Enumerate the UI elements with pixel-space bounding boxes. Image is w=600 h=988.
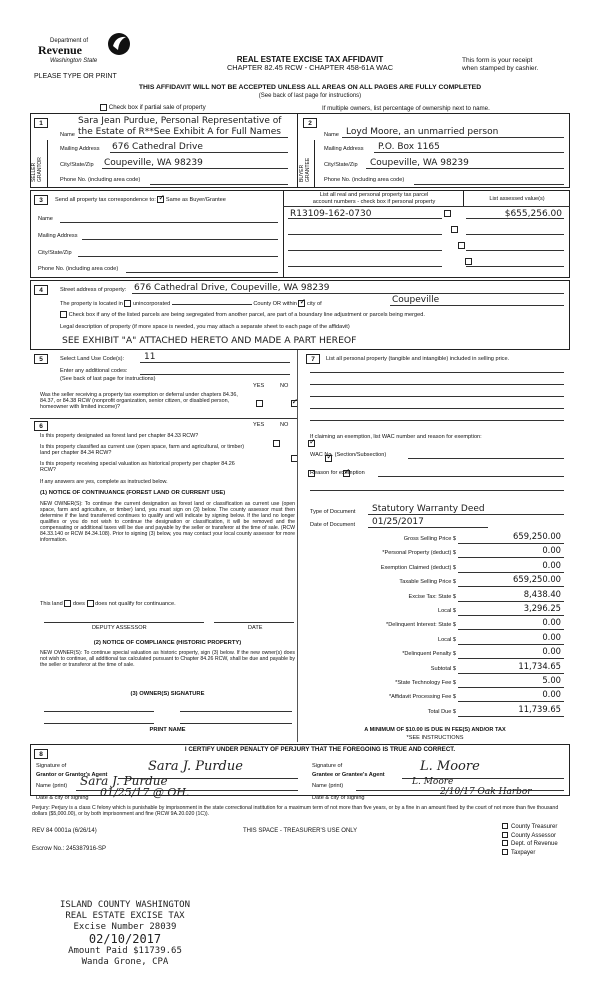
buyer-name-label: Name	[324, 132, 339, 138]
receipt-note-2: when stamped by cashier.	[462, 65, 539, 72]
rev-number: REV 84 0001a (6/26/14)	[32, 828, 97, 834]
grantor-sig-of: Signature of	[36, 763, 67, 769]
correspondence-row	[55, 196, 226, 203]
section-8-number: 8	[34, 749, 48, 759]
fee-label: Gross Selling Price $	[403, 536, 456, 542]
doc-date-value[interactable]: 01/25/2017	[372, 517, 424, 527]
street-underline	[132, 293, 564, 294]
notice1-text: NEW OWNER(S): To continue the current designation as forest land or classification as current use (open space, farm and agriculture, or timber) land, you must sign on (3) below. The county assessor must then determine if the land transferred continues to qualify and will indicate by signing below. If the land no longer qualifies or you do not wish to continue the designation or classification, it will be removed and the compensating or additional taxes will be due and payable by the seller or transferor at the time of sale. (RCW 84.33.140 or RCW 84.34.108). Prior to signing (3) below, you may contact your local county assessor for more information.	[40, 501, 295, 543]
section-5-number: 5	[34, 354, 48, 364]
city-of-value[interactable]: Coupeville	[392, 295, 440, 305]
grantor-date-label: Date & city of signing	[36, 795, 89, 801]
seller-name-line2: the Estate of R**See Exhibit A for Full Names	[78, 127, 281, 137]
fee-underline	[458, 586, 564, 587]
minimum-note: A MINIMUM OF $10.00 IS DUE IN FEE(S) AND/OR TAX	[364, 727, 506, 733]
fee-value[interactable]: 8,438.40	[523, 588, 561, 599]
assessed-row-line	[466, 234, 564, 235]
partial-sale-label: Check box if partial sale of property	[108, 104, 206, 112]
multiple-owners-note: If multiple owners, list percentage of ownership next to name.	[322, 105, 490, 112]
owners-sig-underline-2	[180, 711, 292, 712]
buyer-city-label: City/State/Zip	[324, 162, 358, 168]
s5-no-header: NO	[280, 383, 289, 389]
buyer-side-label: BUYER GRANTEE	[299, 157, 311, 182]
fee-label: Taxable Selling Price $	[399, 579, 456, 586]
fee-underline	[458, 629, 564, 630]
doc-type-value[interactable]: Statutory Warranty Deed	[372, 504, 485, 514]
buyer-city-underline	[366, 168, 564, 169]
personal-property-line	[310, 384, 564, 385]
fee-label: *Delinquent Penalty $	[402, 651, 456, 658]
seller-name-label: Name	[60, 132, 75, 138]
s5-exemption-yes[interactable]	[256, 400, 263, 407]
doc-type-underline	[368, 514, 564, 515]
grantee-agent-label: Grantee or Grantee's Agent	[312, 772, 385, 778]
fee-label: Local $	[437, 636, 456, 643]
city-of-label: city of	[307, 300, 322, 307]
seller-phone-label: Phone No. (including area code)	[60, 177, 141, 183]
revenue-logo-icon	[106, 30, 132, 58]
seller-buyer-divider	[297, 113, 298, 188]
legal-label: Legal description of property (if more space is needed, you may attach a separate sheet to each page of the affidavit)	[60, 324, 350, 330]
owners-signature-label: (3) OWNER(S) SIGNATURE	[130, 691, 205, 697]
s6-q2: Is this property classified as current use (open space, farm and agricultural, or timber) land per chapter 84.34 RCW?	[40, 444, 245, 457]
stamp-line-4: 02/10/2017	[88, 932, 162, 946]
grantee-signature[interactable]: L. Moore	[420, 759, 480, 774]
copy-label: County Assessor	[511, 832, 557, 839]
wac-underline	[408, 458, 564, 459]
segregated-checkbox[interactable]	[60, 311, 67, 318]
copy-label: Dept. of Revenue	[511, 841, 558, 847]
seller-mailing-label: Mailing Address	[60, 146, 100, 152]
parcel-header-2: account numbers - check box if personal property	[312, 199, 436, 205]
parcel-row-line	[288, 218, 442, 219]
personal-property-checkbox[interactable]	[458, 242, 465, 249]
additional-see-back: (See back of last page for instructions)	[60, 376, 156, 382]
fee-underline	[458, 673, 564, 674]
s6-if-yes: If any answers are yes, complete as instructed below.	[40, 479, 168, 485]
section-1-number: 1	[34, 118, 48, 128]
grantor-print-value[interactable]: Sara J. Purdue	[80, 774, 168, 788]
fee-value[interactable]: 0.00	[542, 559, 561, 570]
copy-item	[502, 832, 558, 841]
buyer-mailing-label: Mailing Address	[324, 146, 364, 152]
same-as-buyer-checkbox[interactable]	[157, 196, 164, 203]
stamp-line-1: ISLAND COUNTY WASHINGTON	[59, 900, 191, 910]
see-back-text: (See back of last page for instructions)	[258, 93, 362, 99]
located-label: The property is located in	[60, 300, 123, 307]
form-chapter: CHAPTER 82.45 RCW - CHAPTER 458-61A WAC	[226, 63, 394, 72]
buyer-city-value[interactable]: Coupeville, WA 98239	[370, 158, 469, 168]
section-2-number: 2	[303, 118, 317, 128]
section-3-number: 3	[34, 195, 48, 205]
qualify-does-checkbox[interactable]	[64, 600, 71, 607]
parcel-header-1: List all real and personal property tax parcel	[319, 192, 429, 198]
see-instructions-note: *SEE INSTRUCTIONS	[406, 735, 464, 741]
doc-date-underline	[368, 527, 488, 528]
s3-city-underline	[78, 256, 278, 257]
assessed-row-line	[466, 266, 564, 267]
personal-property-checkbox[interactable]	[451, 226, 458, 233]
seller-city-label: City/State/Zip	[60, 162, 94, 168]
exemption-question: Was the seller receiving a property tax exemption or deferral under chapters 84.36, 84.37, or 84.38 RCW (nonprofit organization, senior citizen, or disabled person, homeowner with limited income)?	[40, 392, 238, 411]
street-value[interactable]: 676 Cathedral Drive, Coupeville, WA 98239	[134, 283, 330, 293]
buyer-name-value[interactable]: Loyd Moore, an unmarried person	[346, 127, 499, 137]
parcel-header-underline	[283, 206, 570, 207]
revenue-logo	[34, 30, 134, 74]
copy-item	[502, 849, 558, 858]
stamp-line-6: Wanda Grone, CPA	[81, 957, 169, 967]
middle-divider	[297, 350, 298, 742]
reason-underline	[378, 476, 564, 477]
warning-text: THIS AFFIDAVIT WILL NOT BE ACCEPTED UNLESS ALL AREAS ON ALL PAGES ARE FULLY COMPLETED	[138, 84, 482, 91]
fee-label: *State Technology Fee $	[395, 680, 456, 686]
fee-underline	[458, 658, 564, 659]
personal-property-line	[310, 372, 564, 373]
qualify-does-not-checkbox[interactable]	[87, 600, 94, 607]
seller-city-underline	[102, 168, 288, 169]
qualify-does-label: does	[72, 600, 85, 607]
fee-underline	[458, 644, 564, 645]
personal-property-label: List all personal property (tangible and intangible) included in selling price.	[326, 356, 510, 362]
fee-value[interactable]: 0.00	[542, 617, 561, 628]
copy-label: Taxpayer	[511, 849, 536, 856]
city-of-checkbox[interactable]	[298, 300, 305, 307]
owners-sig-underline-1	[44, 711, 154, 712]
stamp-line-2: REAL ESTATE EXCISE TAX	[65, 911, 185, 921]
grantor-agent-label: Grantor or Grantor's Agent	[36, 772, 108, 778]
fee-underline	[458, 701, 564, 702]
seller-mailing-value[interactable]: 676 Cathedral Drive	[112, 142, 203, 152]
buyer-phone-label: Phone No. (including area code)	[324, 177, 405, 183]
fee-value[interactable]: 0.00	[542, 631, 561, 642]
personal-property-checkbox[interactable]	[465, 258, 472, 265]
s6-no-header: NO	[280, 422, 289, 428]
copy-item	[502, 840, 558, 849]
fee-value[interactable]: 659,250.00	[513, 531, 561, 541]
city-of-underline	[390, 305, 564, 306]
segregated-label: Check box if any of the listed parcels are being segregated from another parcel, are part of a boundary line adjustment or parcels being merged.	[68, 311, 425, 318]
grantor-print-label: Name (print)	[36, 783, 68, 789]
personal-property-line	[310, 420, 564, 421]
s6-yes-header: YES	[253, 422, 265, 428]
reason-label: Reason for exemption	[310, 470, 365, 476]
fee-label: Subtotal $	[430, 665, 456, 672]
land-use-label: Select Land Use Code(s):	[60, 356, 125, 362]
partial-sale-checkbox[interactable]	[100, 104, 107, 111]
copy-item	[502, 823, 558, 832]
seller-side-divider	[47, 140, 48, 188]
copy-checkbox[interactable]	[502, 849, 508, 855]
s3-phone-underline	[126, 272, 278, 273]
additional-codes-label: Enter any additional codes:	[60, 368, 128, 374]
fee-value[interactable]: 3,296.25	[523, 603, 561, 613]
notice1-title: (1) NOTICE OF CONTINUANCE (FOREST LAND OR CURRENT USE)	[40, 490, 226, 496]
copy-checkbox[interactable]	[502, 823, 508, 829]
unincorporated-label: unincorporated	[132, 300, 171, 307]
section-7-number: 7	[306, 354, 320, 364]
parcel-number-value[interactable]: R13109-162-0730	[290, 209, 372, 219]
fee-value[interactable]: 659,250.00	[513, 574, 561, 585]
parcel-row-line	[288, 266, 442, 267]
s3-name-underline	[60, 222, 278, 223]
grantee-date-label: Date & city of signing	[312, 795, 365, 801]
buyer-name-underline	[342, 137, 564, 138]
copy-checkbox[interactable]	[502, 840, 508, 846]
s3-mailing-underline	[82, 239, 278, 240]
s6-q1: Is this property designated as forest land per chapter 84.33 RCW?	[40, 433, 199, 439]
print-name-underline-2	[180, 723, 292, 724]
treasurer-stamp	[40, 900, 210, 968]
s3-phone-label: Phone No. (including area code)	[38, 266, 119, 272]
same-as-buyer-label: Same as Buyer/Grantee	[165, 196, 226, 203]
segregated-row	[60, 311, 425, 318]
seller-name-underline	[78, 137, 288, 138]
doc-type-label: Type of Document	[310, 509, 356, 515]
seller-side-label: SELLER GRANTOR	[31, 157, 43, 182]
fee-underline	[458, 716, 564, 717]
seller-mailing-underline	[110, 152, 288, 153]
fee-label: Excise Tax: State $	[408, 593, 456, 600]
assessed-row-line	[466, 250, 564, 251]
treasurer-use-label: THIS SPACE - TREASURER'S USE ONLY	[243, 828, 358, 834]
notice2-title: (2) NOTICE OF COMPLIANCE (HISTORIC PROPERTY)	[93, 640, 242, 646]
personal-property-line	[310, 396, 564, 397]
escrow-number: Escrow No.: 245387916-SP	[32, 846, 107, 852]
legal-value[interactable]: SEE EXHIBIT "A" ATTACHED HERETO AND MADE A PART HEREOF	[62, 335, 357, 346]
fee-underline	[458, 687, 564, 688]
fee-label: *Delinquent Interest: State $	[386, 622, 456, 629]
s3-city-label: City/State/Zip	[38, 250, 72, 256]
parcel-lines	[0, 0, 600, 8]
form-title: REAL ESTATE EXCISE TAX AFFIDAVIT	[236, 55, 384, 64]
fee-value[interactable]: 0.00	[542, 646, 561, 657]
section-4-number: 4	[34, 285, 48, 295]
buyer-mailing-value[interactable]: P.O. Box 1165	[378, 142, 440, 152]
section-6-number: 6	[34, 421, 48, 431]
reason-underline-2	[310, 490, 564, 491]
grantee-date-value[interactable]: 2/10/17 Oak Harbor	[440, 787, 532, 797]
please-type-label: PLEASE TYPE OR PRINT	[34, 73, 117, 80]
logo-dept-text: Department of	[50, 38, 89, 44]
seller-city-value[interactable]: Coupeville, WA 98239	[104, 158, 203, 168]
section-3-divider	[283, 190, 284, 278]
additional-codes-underline	[140, 374, 290, 375]
wac-label: WAC No. (Section/Subsection)	[310, 452, 387, 458]
grantor-signature[interactable]: Sara J. Purdue	[148, 759, 243, 774]
land-use-underline	[140, 362, 290, 363]
fee-underline	[458, 557, 564, 558]
deputy-underline	[44, 622, 204, 623]
unincorporated-checkbox[interactable]	[124, 300, 131, 307]
grantor-date-value[interactable]: 01/25/17 @ OH.	[100, 786, 190, 799]
buyer-mailing-underline	[374, 152, 564, 153]
s6-q1-no[interactable]	[308, 440, 315, 447]
certify-text: I CERTIFY UNDER PENALTY OF PERJURY THAT THE FOREGOING IS TRUE AND CORRECT.	[184, 746, 456, 753]
stamp-line-3: Excise Number 28039	[73, 922, 177, 932]
buyer-phone-underline	[414, 184, 564, 185]
fee-label: *Affidavit Processing Fee $	[388, 694, 456, 701]
fee-label: Exemption Claimed (deduct) $	[380, 564, 456, 571]
qualify-label: This land	[40, 600, 63, 607]
section5-bottom-rule	[30, 418, 297, 419]
seller-name-line1: Sara Jean Purdue, Personal Representative of	[78, 116, 282, 126]
logo-revenue-text: Revenue	[38, 43, 82, 57]
fee-label: Local $	[437, 608, 456, 614]
personal-property-checkbox[interactable]	[444, 210, 451, 217]
fee-value[interactable]: 0.00	[542, 689, 561, 700]
qualify-does-not-label: does not qualify for continuance.	[95, 600, 176, 607]
parcel-col-divider	[463, 190, 464, 206]
exemption-label: If claiming an exemption, list WAC number and reason for exemption:	[310, 434, 482, 440]
parcel-row-line	[288, 250, 442, 251]
fee-value[interactable]: 5.00	[542, 675, 561, 685]
copy-checkbox[interactable]	[502, 832, 508, 838]
assessed-value[interactable]: $655,256.00	[504, 209, 562, 219]
perjury-text: Perjury: Perjury is a class C felony which is punishable by imprisonment in the state correctional institution for a maximum term of not more than five years, or by a fine in an amount fixed by the court of not more than five thousand dollars ($5,000.00), or by both imprisonment and fine (RCW 9A.20.020 (1C)).	[32, 805, 559, 817]
deputy-label: DEPUTY ASSESSOR	[92, 625, 147, 631]
assessed-row-line	[466, 218, 564, 219]
partial-sale-row	[100, 104, 206, 111]
print-name-underline-1	[44, 723, 154, 724]
fee-label: *Personal Property (deduct) $	[382, 550, 456, 557]
seller-phone-underline	[150, 184, 288, 185]
fee-value[interactable]: 11,739.65	[518, 703, 561, 714]
s6-q3: Is this property receiving special valuation as historical property per chapter 84.26 RCW?	[40, 461, 235, 474]
grantee-print-label: Name (print)	[312, 783, 344, 789]
land-use-value[interactable]: 11	[144, 352, 156, 362]
fee-underline	[458, 572, 564, 573]
s3-mailing-label: Mailing Address	[38, 233, 78, 239]
receipt-note-1: This form is your receipt	[462, 57, 533, 64]
deputy-date-label: DATE	[248, 625, 263, 631]
print-name-label: PRINT NAME	[149, 727, 186, 733]
county-within-label: County OR within	[253, 300, 297, 307]
street-label: Street address of property:	[60, 287, 127, 293]
parcel-row-line	[288, 234, 442, 235]
fee-value[interactable]: 11,734.65	[518, 660, 561, 671]
qualify-row	[40, 600, 176, 607]
copies-list	[502, 823, 558, 857]
fee-underline	[458, 615, 564, 616]
grantee-sig-of: Signature of	[312, 763, 343, 769]
fee-label: Total Due $	[427, 708, 456, 715]
s5-yes-header: YES	[253, 383, 265, 389]
s6-q1-yes[interactable]	[273, 440, 280, 447]
grantee-print-value[interactable]: L. Moore	[412, 777, 454, 787]
doc-date-label: Date of Document	[310, 522, 356, 528]
personal-property-line	[310, 408, 564, 409]
stamp-line-5: Amount Paid $11739.65	[68, 946, 182, 956]
buyer-side-divider	[314, 140, 315, 188]
located-row	[60, 300, 322, 307]
correspondence-label: Send all property tax correspondence to:	[55, 196, 156, 203]
s3-name-label: Name	[38, 216, 53, 222]
assessed-header: List assessed value(s)	[489, 196, 545, 202]
fee-underline	[458, 543, 564, 544]
fee-value[interactable]: 0.00	[542, 545, 561, 556]
logo-state-text: Washington State	[50, 58, 98, 64]
notice2-text: NEW OWNER(S): To continue special valuation as historic property, sign (3) below. If the new owner(s) does not wish to continue, all additional tax calculated pursuant to Chapter 84.26 RCW, shall be due and payable by the seller or transferor at the time of sale.	[40, 650, 295, 668]
copy-label: County Treasurer	[511, 824, 558, 830]
fee-underline	[458, 601, 564, 602]
date-underline	[214, 622, 294, 623]
